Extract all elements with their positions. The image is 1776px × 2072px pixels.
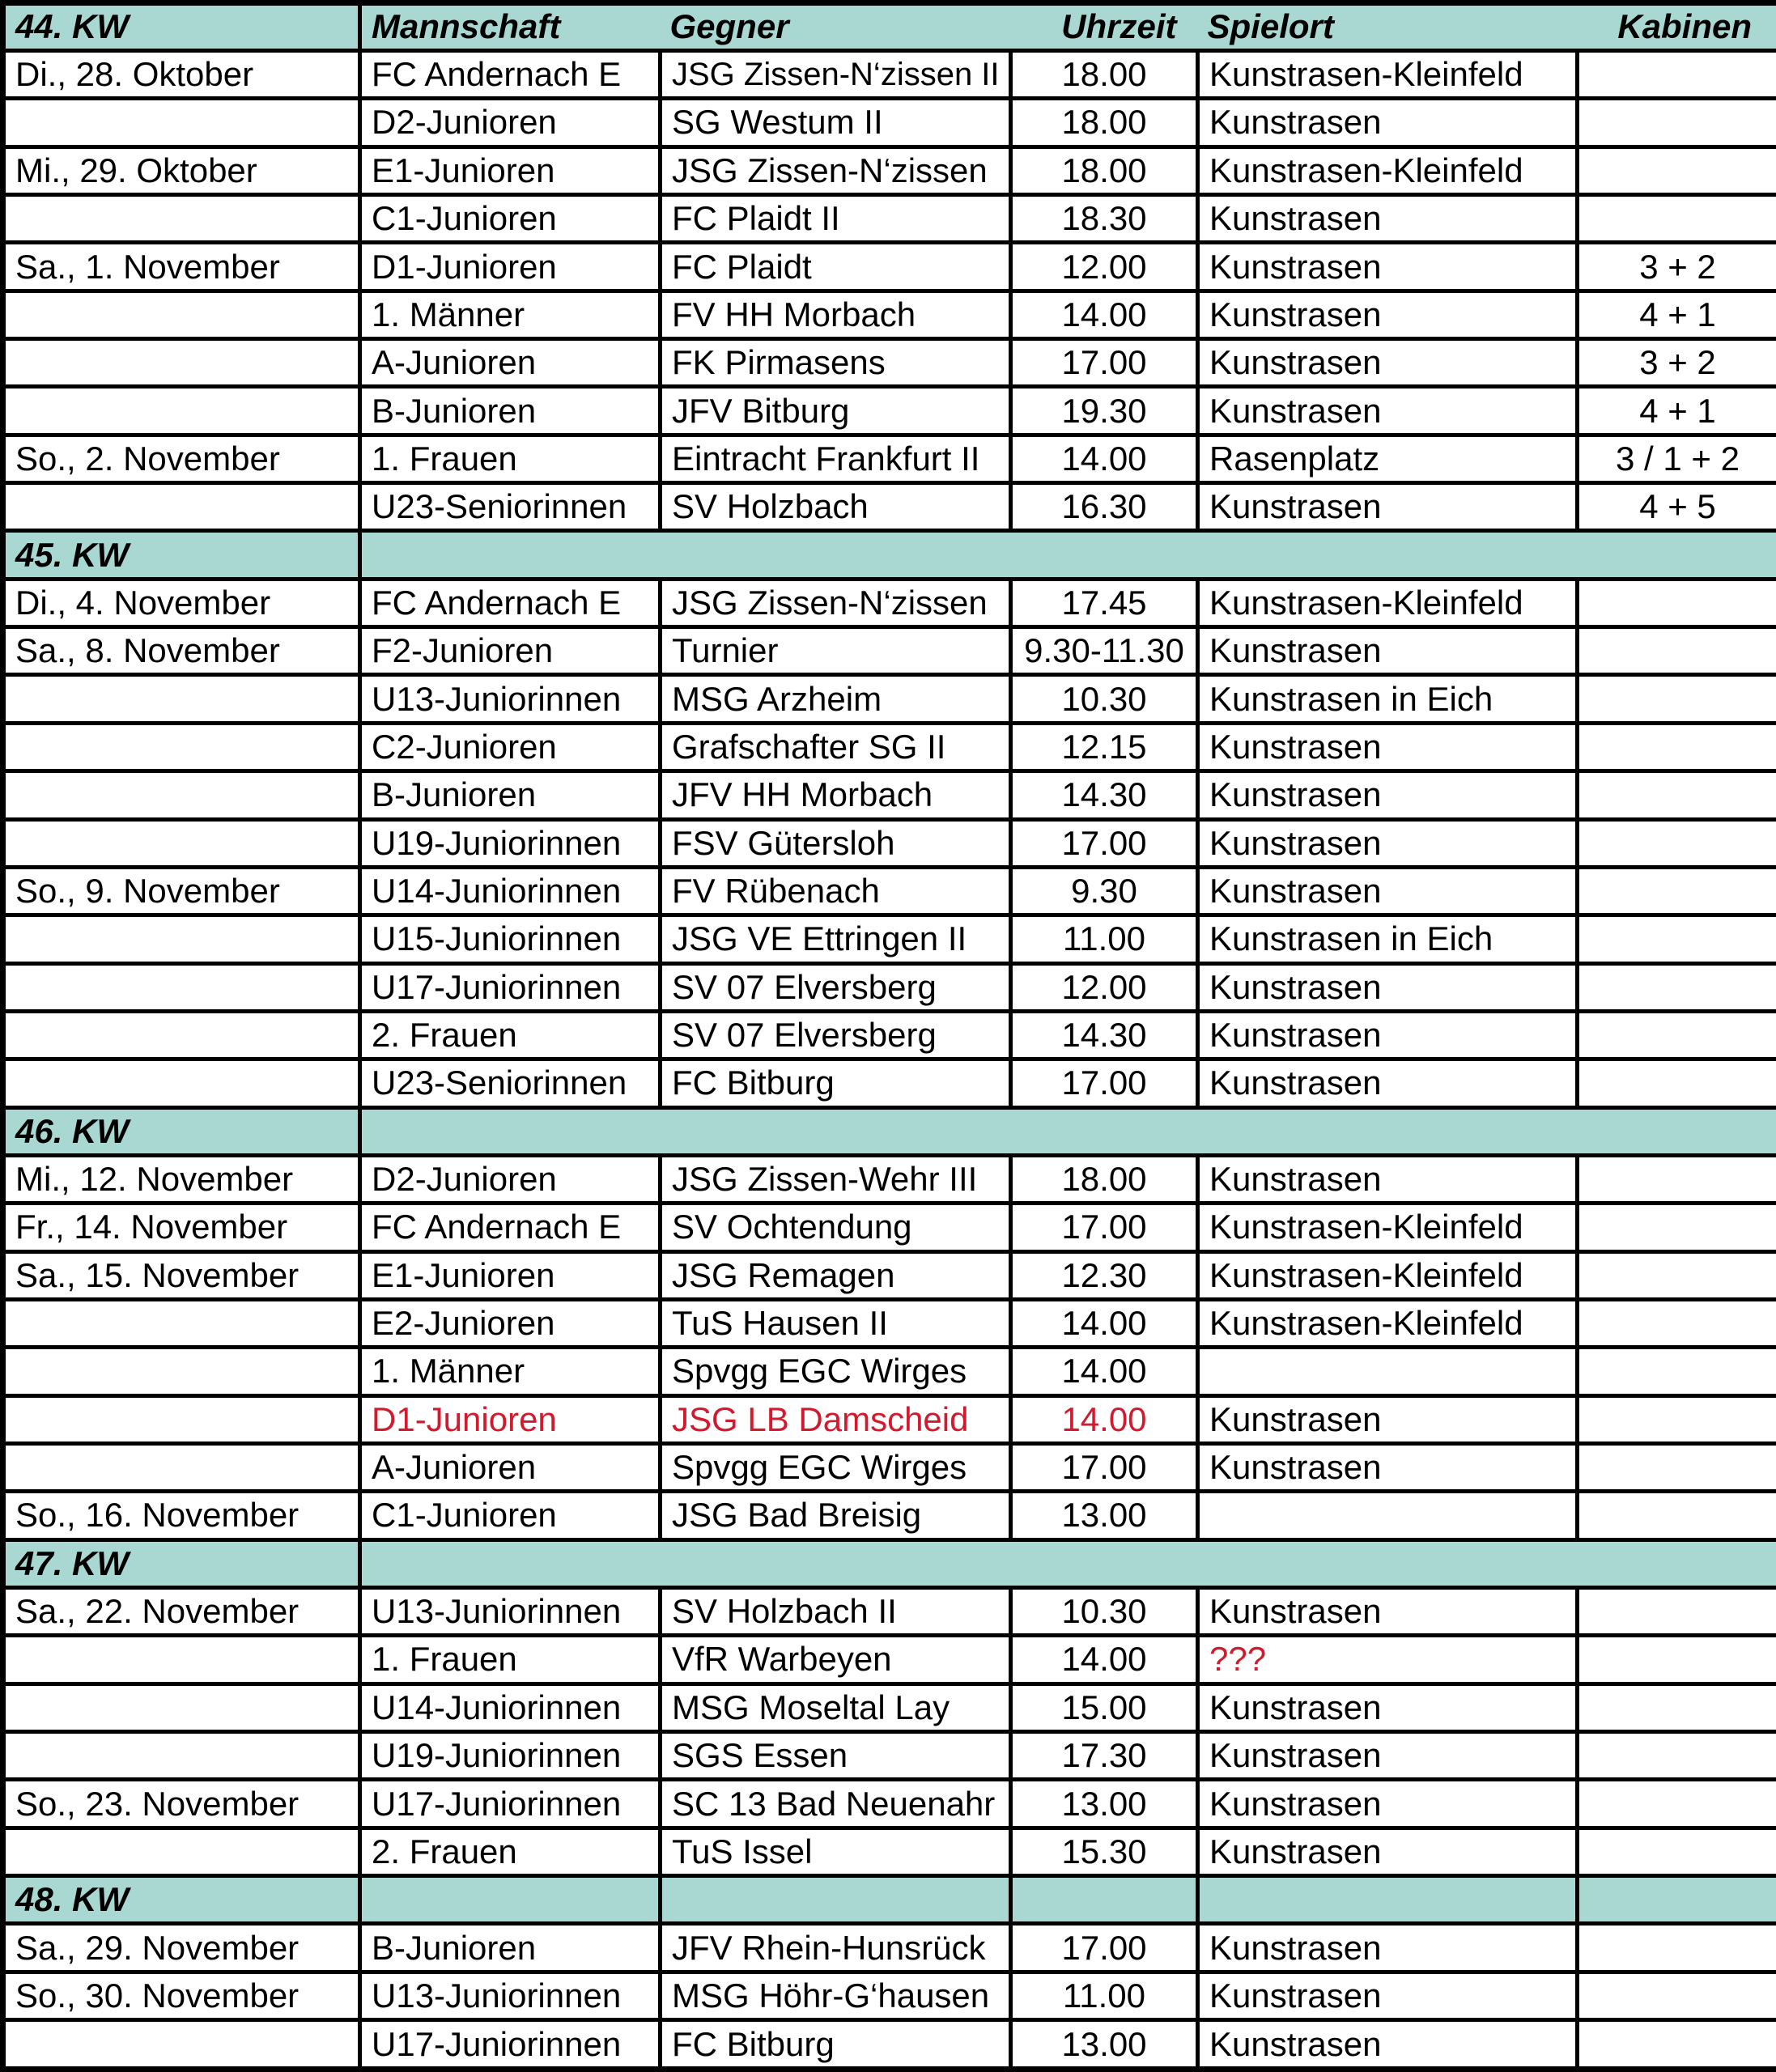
date-cell: Di., 28. Oktober <box>3 51 360 99</box>
venue-cell: Kunstrasen <box>1198 867 1578 915</box>
team-cell: U17-Juniorinnen <box>360 2020 661 2070</box>
cabins-cell <box>1578 1059 1776 1107</box>
team-cell: A-Junioren <box>360 339 661 387</box>
opponent-cell: TuS Hausen II <box>661 1299 1011 1347</box>
time-cell: 17.00 <box>1011 1204 1198 1251</box>
team-cell: FC Andernach E <box>360 51 661 99</box>
section-row <box>3 1107 1776 1155</box>
cabins-cell: 3 + 2 <box>1578 243 1776 291</box>
time-cell: 19.30 <box>1011 387 1198 435</box>
opponent-cell: SV Holzbach <box>661 483 1011 531</box>
cabins-cell <box>1578 1251 1776 1299</box>
section-kw-label: 46. KW <box>3 1107 360 1155</box>
team-cell: D2-Junioren <box>360 99 661 146</box>
opponent-cell: Grafschafter SG II <box>661 723 1011 771</box>
cabins-cell <box>1578 579 1776 626</box>
opponent-cell: VfR Warbeyen <box>661 1636 1011 1684</box>
time-cell: 15.30 <box>1011 1828 1198 1875</box>
opponent-cell: FK Pirmasens <box>661 339 1011 387</box>
date-cell <box>3 1395 360 1443</box>
cabins-cell <box>1578 1395 1776 1443</box>
table-row <box>3 1059 1776 1107</box>
team-cell: U17-Juniorinnen <box>360 963 661 1011</box>
table-row <box>3 2020 1776 2070</box>
time-cell: 14.00 <box>1011 1299 1198 1347</box>
team-cell: C2-Junioren <box>360 723 661 771</box>
venue-cell: Kunstrasen <box>1198 1059 1578 1107</box>
table-row <box>3 1684 1776 1731</box>
opponent-cell: SG Westum II <box>661 99 1011 146</box>
table-row <box>3 51 1776 99</box>
section-spacer-cell <box>360 531 1776 579</box>
team-cell: E1-Junioren <box>360 146 661 194</box>
date-cell <box>3 1828 360 1875</box>
date-cell <box>3 1443 360 1491</box>
cabins-cell <box>1578 627 1776 675</box>
opponent-cell: Turnier <box>661 627 1011 675</box>
table-row <box>3 99 1776 146</box>
section-empty-cell <box>661 1876 1011 1924</box>
section-empty-cell <box>1578 1876 1776 1924</box>
cabins-cell <box>1578 1588 1776 1636</box>
header-kw-label: 44. KW <box>3 3 360 51</box>
section-empty-cell <box>1011 1876 1198 1924</box>
time-cell: 10.30 <box>1011 1588 1198 1636</box>
section-row <box>3 1539 1776 1587</box>
venue-cell: Kunstrasen-Kleinfeld <box>1198 579 1578 626</box>
cabins-cell <box>1578 1492 1776 1539</box>
cabins-cell <box>1578 2020 1776 2070</box>
venue-cell: Kunstrasen <box>1198 1395 1578 1443</box>
table-row <box>3 867 1776 915</box>
date-cell: Sa., 22. November <box>3 1588 360 1636</box>
team-cell: C1-Junioren <box>360 1492 661 1539</box>
table-row <box>3 1011 1776 1059</box>
header-col-uhrzeit: Uhrzeit <box>1011 3 1198 51</box>
venue-cell: Rasenplatz <box>1198 435 1578 482</box>
venue-cell: ??? <box>1198 1636 1578 1684</box>
header-col-gegner: Gegner <box>661 3 1011 51</box>
venue-cell: Kunstrasen <box>1198 1684 1578 1731</box>
venue-cell: Kunstrasen-Kleinfeld <box>1198 1204 1578 1251</box>
time-cell: 18.00 <box>1011 146 1198 194</box>
cabins-cell <box>1578 1204 1776 1251</box>
time-cell: 11.00 <box>1011 1972 1198 2019</box>
venue-cell: Kunstrasen <box>1198 1588 1578 1636</box>
opponent-cell: JFV Rhein-Hunsrück <box>661 1924 1011 1972</box>
time-cell: 12.00 <box>1011 243 1198 291</box>
venue-cell: Kunstrasen <box>1198 819 1578 867</box>
table-row <box>3 339 1776 387</box>
date-cell <box>3 1299 360 1347</box>
venue-cell: Kunstrasen <box>1198 1732 1578 1780</box>
date-cell <box>3 963 360 1011</box>
time-cell: 10.30 <box>1011 675 1198 723</box>
time-cell: 17.00 <box>1011 1059 1198 1107</box>
venue-cell: Kunstrasen <box>1198 2020 1578 2070</box>
venue-cell: Kunstrasen <box>1198 1972 1578 2019</box>
cabins-cell <box>1578 1636 1776 1684</box>
date-cell <box>3 2020 360 2070</box>
opponent-cell: SV 07 Elversberg <box>661 1011 1011 1059</box>
section-row <box>3 531 1776 579</box>
time-cell: 18.00 <box>1011 1155 1198 1203</box>
opponent-cell: JSG Zissen-N‘zissen <box>661 579 1011 626</box>
opponent-cell: SV Holzbach II <box>661 1588 1011 1636</box>
table-row <box>3 675 1776 723</box>
time-cell: 15.00 <box>1011 1684 1198 1731</box>
table-row <box>3 723 1776 771</box>
opponent-cell: JSG Zissen-N‘zissen <box>661 146 1011 194</box>
table-row <box>3 579 1776 626</box>
date-cell <box>3 195 360 243</box>
cabins-cell <box>1578 723 1776 771</box>
date-cell: So., 9. November <box>3 867 360 915</box>
table-row <box>3 1492 1776 1539</box>
opponent-cell: JSG Zissen-Wehr III <box>661 1155 1011 1203</box>
opponent-cell: FC Plaidt II <box>661 195 1011 243</box>
time-cell: 17.45 <box>1011 579 1198 626</box>
date-cell <box>3 291 360 338</box>
time-cell: 17.00 <box>1011 1924 1198 1972</box>
time-cell: 16.30 <box>1011 483 1198 531</box>
team-cell: U23-Seniorinnen <box>360 1059 661 1107</box>
team-cell: FC Andernach E <box>360 1204 661 1251</box>
table-row <box>3 435 1776 482</box>
opponent-cell: TuS Issel <box>661 1828 1011 1875</box>
venue-cell: Kunstrasen <box>1198 771 1578 819</box>
venue-cell: Kunstrasen-Kleinfeld <box>1198 1299 1578 1347</box>
opponent-cell: JFV HH Morbach <box>661 771 1011 819</box>
team-cell: 1. Männer <box>360 1348 661 1395</box>
date-cell <box>3 1011 360 1059</box>
section-row <box>3 1876 1776 1924</box>
opponent-cell: FSV Gütersloh <box>661 819 1011 867</box>
time-cell: 17.00 <box>1011 819 1198 867</box>
team-cell: U23-Seniorinnen <box>360 483 661 531</box>
time-cell: 13.00 <box>1011 1492 1198 1539</box>
cabins-cell <box>1578 963 1776 1011</box>
date-cell: Sa., 1. November <box>3 243 360 291</box>
section-empty-cell <box>360 1876 661 1924</box>
cabins-cell <box>1578 1155 1776 1203</box>
date-cell <box>3 819 360 867</box>
time-cell: 18.00 <box>1011 99 1198 146</box>
opponent-cell: JSG LB Damscheid <box>661 1395 1011 1443</box>
cabins-cell <box>1578 771 1776 819</box>
opponent-cell: MSG Moseltal Lay <box>661 1684 1011 1731</box>
cabins-cell <box>1578 867 1776 915</box>
cabins-cell <box>1578 915 1776 963</box>
time-cell: 18.30 <box>1011 195 1198 243</box>
venue-cell: Kunstrasen <box>1198 1828 1578 1875</box>
date-cell <box>3 1059 360 1107</box>
venue-cell: Kunstrasen <box>1198 483 1578 531</box>
time-cell: 12.00 <box>1011 963 1198 1011</box>
date-cell <box>3 1348 360 1395</box>
table-row <box>3 1588 1776 1636</box>
date-cell: Sa., 29. November <box>3 1924 360 1972</box>
table-row <box>3 195 1776 243</box>
table-row <box>3 1780 1776 1828</box>
cabins-cell <box>1578 1828 1776 1875</box>
opponent-cell: JSG VE Ettringen II <box>661 915 1011 963</box>
venue-cell: Kunstrasen <box>1198 963 1578 1011</box>
cabins-cell <box>1578 1443 1776 1491</box>
date-cell <box>3 771 360 819</box>
table-row <box>3 627 1776 675</box>
cabins-cell: 4 + 1 <box>1578 387 1776 435</box>
team-cell: A-Junioren <box>360 1443 661 1491</box>
date-cell: Sa., 15. November <box>3 1251 360 1299</box>
team-cell: U13-Juniorinnen <box>360 1972 661 2019</box>
schedule-body <box>3 51 1776 2070</box>
venue-cell: Kunstrasen in Eich <box>1198 675 1578 723</box>
table-row <box>3 243 1776 291</box>
cabins-cell: 3 / 1 + 2 <box>1578 435 1776 482</box>
team-cell: 1. Frauen <box>360 435 661 482</box>
cabins-cell: 3 + 2 <box>1578 339 1776 387</box>
team-cell: U19-Juniorinnen <box>360 819 661 867</box>
date-cell <box>3 339 360 387</box>
date-cell: Di., 4. November <box>3 579 360 626</box>
date-cell: So., 16. November <box>3 1492 360 1539</box>
team-cell: U15-Juniorinnen <box>360 915 661 963</box>
section-kw-label: 45. KW <box>3 531 360 579</box>
venue-cell: Kunstrasen <box>1198 387 1578 435</box>
table-row <box>3 1395 1776 1443</box>
opponent-cell: MSG Arzheim <box>661 675 1011 723</box>
table-row <box>3 291 1776 338</box>
date-cell <box>3 675 360 723</box>
opponent-cell: FC Bitburg <box>661 2020 1011 2070</box>
venue-cell: Kunstrasen-Kleinfeld <box>1198 146 1578 194</box>
time-cell: 14.00 <box>1011 435 1198 482</box>
time-cell: 12.30 <box>1011 1251 1198 1299</box>
team-cell: 2. Frauen <box>360 1828 661 1875</box>
time-cell: 17.00 <box>1011 339 1198 387</box>
venue-cell: Kunstrasen <box>1198 243 1578 291</box>
cabins-cell <box>1578 675 1776 723</box>
venue-cell: Kunstrasen <box>1198 1155 1578 1203</box>
opponent-cell: FC Bitburg <box>661 1059 1011 1107</box>
team-cell: U13-Juniorinnen <box>360 675 661 723</box>
venue-cell <box>1198 1348 1578 1395</box>
team-cell: U13-Juniorinnen <box>360 1588 661 1636</box>
team-cell: F2-Junioren <box>360 627 661 675</box>
cabins-cell <box>1578 99 1776 146</box>
date-cell <box>3 99 360 146</box>
table-row <box>3 819 1776 867</box>
time-cell: 13.00 <box>1011 1780 1198 1828</box>
team-cell: U17-Juniorinnen <box>360 1780 661 1828</box>
team-cell: U19-Juniorinnen <box>360 1732 661 1780</box>
team-cell: E2-Junioren <box>360 1299 661 1347</box>
venue-cell: Kunstrasen <box>1198 339 1578 387</box>
time-cell: 12.15 <box>1011 723 1198 771</box>
section-kw-label: 48. KW <box>3 1876 360 1924</box>
date-cell: So., 30. November <box>3 1972 360 2019</box>
section-spacer-cell <box>360 1539 1776 1587</box>
opponent-cell: FV Rübenach <box>661 867 1011 915</box>
table-row <box>3 146 1776 194</box>
opponent-cell: SV Ochtendung <box>661 1204 1011 1251</box>
venue-cell: Kunstrasen-Kleinfeld <box>1198 51 1578 99</box>
table-row <box>3 1972 1776 2019</box>
table-row <box>3 1155 1776 1203</box>
team-cell: B-Junioren <box>360 771 661 819</box>
team-cell: 1. Frauen <box>360 1636 661 1684</box>
time-cell: 9.30-11.30 <box>1011 627 1198 675</box>
date-cell: So., 23. November <box>3 1780 360 1828</box>
cabins-cell <box>1578 1299 1776 1347</box>
cabins-cell: 4 + 1 <box>1578 291 1776 338</box>
cabins-cell <box>1578 1780 1776 1828</box>
time-cell: 14.00 <box>1011 1348 1198 1395</box>
cabins-cell <box>1578 146 1776 194</box>
team-cell: U14-Juniorinnen <box>360 1684 661 1731</box>
time-cell: 17.00 <box>1011 1443 1198 1491</box>
venue-cell: Kunstrasen <box>1198 627 1578 675</box>
venue-cell: Kunstrasen <box>1198 1780 1578 1828</box>
opponent-cell: SC 13 Bad Neuenahr <box>661 1780 1011 1828</box>
opponent-cell: JSG Zissen-N‘zissen II <box>661 51 1011 99</box>
date-cell: Sa., 8. November <box>3 627 360 675</box>
table-row <box>3 1299 1776 1347</box>
time-cell: 9.30 <box>1011 867 1198 915</box>
time-cell: 14.30 <box>1011 771 1198 819</box>
venue-cell: Kunstrasen in Eich <box>1198 915 1578 963</box>
date-cell <box>3 1732 360 1780</box>
date-cell <box>3 1636 360 1684</box>
section-kw-label: 47. KW <box>3 1539 360 1587</box>
opponent-cell: SV 07 Elversberg <box>661 963 1011 1011</box>
opponent-cell: Spvgg EGC Wirges <box>661 1443 1011 1491</box>
cabins-cell <box>1578 819 1776 867</box>
time-cell: 18.00 <box>1011 51 1198 99</box>
date-cell <box>3 483 360 531</box>
cabins-cell: 4 + 5 <box>1578 483 1776 531</box>
time-cell: 14.30 <box>1011 1011 1198 1059</box>
table-row <box>3 387 1776 435</box>
opponent-cell: SGS Essen <box>661 1732 1011 1780</box>
table-row <box>3 1251 1776 1299</box>
date-cell <box>3 915 360 963</box>
section-empty-cell <box>1198 1876 1578 1924</box>
team-cell: D2-Junioren <box>360 1155 661 1203</box>
time-cell: 14.00 <box>1011 1395 1198 1443</box>
cabins-cell <box>1578 195 1776 243</box>
opponent-cell: JSG Remagen <box>661 1251 1011 1299</box>
date-cell <box>3 387 360 435</box>
team-cell: E1-Junioren <box>360 1251 661 1299</box>
date-cell: Fr., 14. November <box>3 1204 360 1251</box>
time-cell: 14.00 <box>1011 291 1198 338</box>
table-row <box>3 915 1776 963</box>
cabins-cell <box>1578 1348 1776 1395</box>
opponent-cell: FC Plaidt <box>661 243 1011 291</box>
venue-cell: Kunstrasen <box>1198 99 1578 146</box>
date-cell: Mi., 12. November <box>3 1155 360 1203</box>
cabins-cell <box>1578 51 1776 99</box>
time-cell: 17.30 <box>1011 1732 1198 1780</box>
venue-cell: Kunstrasen <box>1198 291 1578 338</box>
cabins-cell <box>1578 1684 1776 1731</box>
team-cell: B-Junioren <box>360 387 661 435</box>
table-row <box>3 1443 1776 1491</box>
table-row <box>3 1348 1776 1395</box>
venue-cell <box>1198 1492 1578 1539</box>
date-cell: So., 2. November <box>3 435 360 482</box>
team-cell: C1-Junioren <box>360 195 661 243</box>
cabins-cell <box>1578 1924 1776 1972</box>
cabins-cell <box>1578 1972 1776 2019</box>
header-col-kabinen: Kabinen <box>1578 3 1776 51</box>
header-col-mannschaft: Mannschaft <box>360 3 661 51</box>
time-cell: 14.00 <box>1011 1636 1198 1684</box>
team-cell: U14-Juniorinnen <box>360 867 661 915</box>
venue-cell: Kunstrasen <box>1198 1924 1578 1972</box>
header-row <box>3 3 1776 51</box>
venue-cell: Kunstrasen <box>1198 195 1578 243</box>
opponent-cell: JFV Bitburg <box>661 387 1011 435</box>
opponent-cell: Eintracht Frankfurt II <box>661 435 1011 482</box>
date-cell <box>3 1684 360 1731</box>
cabins-cell <box>1578 1732 1776 1780</box>
venue-cell: Kunstrasen <box>1198 1011 1578 1059</box>
table-row <box>3 1732 1776 1780</box>
venue-cell: Kunstrasen <box>1198 1443 1578 1491</box>
table-row <box>3 1828 1776 1875</box>
table-row <box>3 483 1776 531</box>
cabins-cell <box>1578 1011 1776 1059</box>
venue-cell: Kunstrasen <box>1198 723 1578 771</box>
table-row <box>3 1924 1776 1972</box>
time-cell: 13.00 <box>1011 2020 1198 2070</box>
opponent-cell: JSG Bad Breisig <box>661 1492 1011 1539</box>
opponent-cell: FV HH Morbach <box>661 291 1011 338</box>
opponent-cell: MSG Höhr-G‘hausen <box>661 1972 1011 2019</box>
team-cell: 2. Frauen <box>360 1011 661 1059</box>
date-cell <box>3 723 360 771</box>
table-row <box>3 771 1776 819</box>
date-cell: Mi., 29. Oktober <box>3 146 360 194</box>
team-cell: 1. Männer <box>360 291 661 338</box>
table-row <box>3 1636 1776 1684</box>
team-cell: D1-Junioren <box>360 243 661 291</box>
table-row <box>3 1204 1776 1251</box>
section-spacer-cell <box>360 1107 1776 1155</box>
team-cell: FC Andernach E <box>360 579 661 626</box>
opponent-cell: Spvgg EGC Wirges <box>661 1348 1011 1395</box>
team-cell: D1-Junioren <box>360 1395 661 1443</box>
venue-cell: Kunstrasen-Kleinfeld <box>1198 1251 1578 1299</box>
time-cell: 11.00 <box>1011 915 1198 963</box>
team-cell: B-Junioren <box>360 1924 661 1972</box>
table-row <box>3 963 1776 1011</box>
header-col-spielort: Spielort <box>1198 3 1578 51</box>
